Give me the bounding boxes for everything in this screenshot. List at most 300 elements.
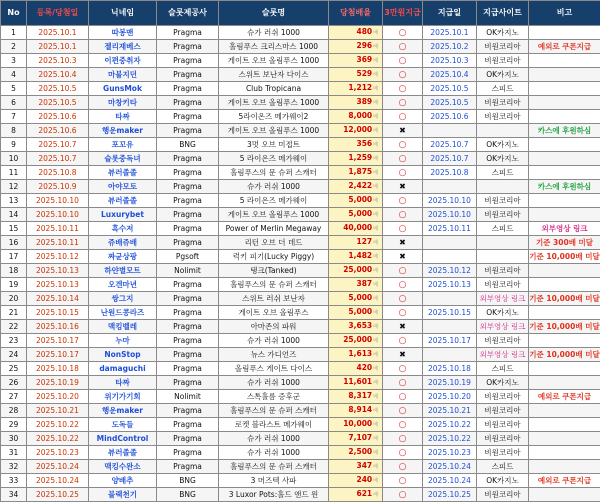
multiplier-value: 369 (357, 55, 373, 64)
cell-pay-date (423, 348, 477, 362)
cell-pay-site: OK카지노 (477, 68, 529, 82)
cell-note[interactable]: 외부영상 링크 (529, 222, 600, 236)
cell-note (529, 110, 600, 124)
cell-date: 2025.10.15 (27, 306, 89, 320)
cell-pay-date (423, 250, 477, 264)
paid-circle-icon: ○ (399, 308, 407, 318)
cell-multiplier (329, 320, 383, 334)
cell-pay-date: 2025.10.1 (423, 26, 477, 40)
cell-no: 1 (1, 26, 27, 40)
cell-date: 2025.10.6 (27, 124, 89, 138)
table-row[interactable] (1, 250, 600, 264)
cell-pay-date: 2025.10.7 (423, 138, 477, 152)
multiplier-value: 389 (357, 97, 373, 106)
cell-note (529, 26, 600, 40)
multiplier-suffix: 배 (373, 464, 378, 470)
cell-no: 20 (1, 292, 27, 306)
cell-slot: 슈가 러쉬 1000 (219, 26, 329, 40)
table-row[interactable] (1, 460, 600, 474)
cell-nickname: 도독들 (89, 418, 157, 432)
multiplier-suffix: 배 (373, 380, 378, 386)
paid-circle-icon: ○ (399, 490, 407, 500)
cell-no: 28 (1, 404, 27, 418)
cell-paid-status (383, 362, 423, 376)
multiplier-suffix: 배 (373, 408, 378, 414)
cell-pay-date: 2025.10.8 (423, 166, 477, 180)
cell-note (529, 432, 600, 446)
paid-circle-icon: ○ (399, 154, 407, 164)
cell-multiplier (329, 446, 383, 460)
cell-provider: Pragma (157, 110, 219, 124)
cell-no: 11 (1, 166, 27, 180)
multiplier-suffix: 배 (373, 352, 378, 358)
cell-paid-status (383, 460, 423, 474)
cell-slot: 게이트 오브 올림푸스 1000 (219, 124, 329, 138)
cell-date: 2025.10.13 (27, 278, 89, 292)
cell-pay-date: 2025.10.6 (423, 110, 477, 124)
cell-pay-date (423, 124, 477, 138)
cell-multiplier (329, 278, 383, 292)
cell-nickname: 흑수저 (89, 222, 157, 236)
cell-multiplier (329, 474, 383, 488)
cell-no: 29 (1, 418, 27, 432)
cell-multiplier (329, 488, 383, 502)
cell-paid-status (383, 306, 423, 320)
table-row[interactable] (1, 96, 600, 110)
unpaid-x-icon: ✖ (399, 126, 406, 135)
cell-paid-status (383, 180, 423, 194)
multiplier-value: 1,212 (348, 83, 372, 92)
table-row[interactable] (1, 278, 600, 292)
cell-nickname: damaguchi (89, 362, 157, 376)
cell-nickname: 맥킹수완소 (89, 460, 157, 474)
cell-pay-date: 2025.10.10 (423, 208, 477, 222)
table-row[interactable] (1, 110, 600, 124)
multiplier-suffix: 배 (373, 114, 378, 120)
paid-circle-icon: ○ (399, 98, 407, 108)
multiplier-suffix: 배 (373, 128, 378, 134)
multiplier-value: 5,000 (348, 195, 372, 204)
cell-date: 2025.10.14 (27, 292, 89, 306)
cell-date: 2025.10.17 (27, 348, 89, 362)
cell-multiplier (329, 334, 383, 348)
cell-note (529, 460, 600, 474)
cell-slot: 럭키 피기(Lucky Piggy) (219, 250, 329, 264)
cell-note (529, 404, 600, 418)
table-row[interactable] (1, 348, 600, 362)
cell-paid-status (383, 166, 423, 180)
table-row[interactable] (1, 432, 600, 446)
cell-nickname: 난원드콩라즈 (89, 306, 157, 320)
cell-provider: Pragma (157, 82, 219, 96)
multiplier-suffix: 배 (373, 142, 378, 148)
cell-note: 기준 300배 미달 (529, 236, 600, 250)
cell-pay-date: 2025.10.20 (423, 390, 477, 404)
cell-pay-site[interactable]: 외부영상 링크 (477, 320, 529, 334)
table-row[interactable] (1, 26, 600, 40)
cell-multiplier (329, 152, 383, 166)
table-row[interactable] (1, 362, 600, 376)
cell-date: 2025.10.24 (27, 474, 89, 488)
cell-pay-date (423, 180, 477, 194)
table-row[interactable] (1, 474, 600, 488)
multiplier-value: 2,422 (348, 181, 372, 190)
cell-note: 예외로 쿠폰지급 (529, 40, 600, 54)
cell-nickname: 아야모토 (89, 180, 157, 194)
cell-provider: Pragma (157, 208, 219, 222)
multiplier-suffix: 배 (373, 394, 378, 400)
cell-paid-status (383, 418, 423, 432)
cell-paid-status (383, 26, 423, 40)
cell-note (529, 82, 600, 96)
cell-paid-status (383, 404, 423, 418)
cell-nickname: 뷰러졸졸 (89, 166, 157, 180)
paid-circle-icon: ○ (399, 448, 407, 458)
table-row[interactable] (1, 306, 600, 320)
cell-note (529, 166, 600, 180)
cell-pay-date (423, 236, 477, 250)
cell-nickname: 짜균상팡 (89, 250, 157, 264)
multiplier-value: 25,000 (343, 265, 372, 274)
cell-pay-date: 2025.10.3 (423, 54, 477, 68)
cell-note (529, 306, 600, 320)
paid-circle-icon: ○ (399, 28, 407, 38)
cell-multiplier (329, 110, 383, 124)
multiplier-suffix: 배 (373, 72, 378, 78)
paid-circle-icon: ○ (399, 140, 407, 150)
table-row[interactable] (1, 222, 600, 236)
multiplier-value: 8,317 (348, 391, 372, 400)
multiplier-suffix: 배 (373, 478, 378, 484)
cell-provider: BNG (157, 488, 219, 502)
multiplier-value: 387 (357, 279, 373, 288)
cell-pay-site (477, 180, 529, 194)
cell-no: 4 (1, 68, 27, 82)
cell-multiplier (329, 180, 383, 194)
cell-pay-date: 2025.10.22 (423, 418, 477, 432)
cell-pay-date: 2025.10.25 (423, 488, 477, 502)
cell-note: 기준 10,000배 미달 (529, 292, 600, 306)
header-no[interactable]: No (1, 1, 27, 26)
cell-slot: 3멋 오브 미접트 (219, 138, 329, 152)
multiplier-suffix: 배 (373, 86, 378, 92)
cell-nickname: MindControl (89, 432, 157, 446)
cell-slot: 5 라이온즈 메가웨이 (219, 152, 329, 166)
cell-pay-site: 비원코리아 (477, 488, 529, 502)
cell-no: 30 (1, 432, 27, 446)
cell-pay-date: 2025.10.2 (423, 40, 477, 54)
header-slot[interactable]: 슬롯명 (219, 1, 329, 26)
cell-nickname: 슬롯중독녀 (89, 152, 157, 166)
cell-no: 26 (1, 376, 27, 390)
multiplier-suffix: 배 (373, 422, 378, 428)
cell-nickname: 오겐마년 (89, 278, 157, 292)
table-row[interactable] (1, 180, 600, 194)
cell-multiplier (329, 54, 383, 68)
multiplier-suffix: 배 (373, 44, 378, 50)
multiplier-value: 25,000 (343, 335, 372, 344)
cell-multiplier (329, 124, 383, 138)
multiplier-value: 420 (357, 363, 373, 372)
header-pay-site[interactable]: 지급사이트 (477, 1, 529, 26)
cell-slot: 슈가 러쉬 1000 (219, 334, 329, 348)
cell-nickname: 위기가기회 (89, 390, 157, 404)
cell-pay-date: 2025.10.22 (423, 432, 477, 446)
table-row[interactable] (1, 292, 600, 306)
cell-date: 2025.10.21 (27, 404, 89, 418)
multiplier-value: 10,000 (343, 419, 372, 428)
cell-pay-date: 2025.10.11 (423, 222, 477, 236)
multiplier-suffix: 배 (373, 282, 378, 288)
header-pay-date[interactable]: 지급일 (423, 1, 477, 26)
cell-date: 2025.10.11 (27, 222, 89, 236)
cell-note (529, 208, 600, 222)
cell-date: 2025.10.10 (27, 208, 89, 222)
multiplier-suffix: 배 (373, 366, 378, 372)
cell-date: 2025.10.7 (27, 152, 89, 166)
cell-paid-status (383, 54, 423, 68)
cell-pay-site: OK카지노 (477, 376, 529, 390)
multiplier-value: 296 (357, 41, 373, 50)
multiplier-value: 480 (357, 27, 373, 36)
cell-slot: 홀림푸스의 문 슈퍼 스캐터 (219, 278, 329, 292)
cell-pay-date: 2025.10.24 (423, 460, 477, 474)
cell-slot: 뉴스 가디언즈 (219, 348, 329, 362)
cell-multiplier (329, 82, 383, 96)
cell-provider: Pragma (157, 278, 219, 292)
cell-provider: Pragma (157, 348, 219, 362)
cell-multiplier (329, 264, 383, 278)
cell-date: 2025.10.4 (27, 68, 89, 82)
cell-paid-status (383, 264, 423, 278)
header-provider[interactable]: 슬롯제공사 (157, 1, 219, 26)
cell-no: 6 (1, 96, 27, 110)
cell-pay-site: OK카지노 (477, 474, 529, 488)
cell-provider: Pragma (157, 194, 219, 208)
paid-circle-icon: ○ (399, 406, 407, 416)
cell-provider: Pragma (157, 40, 219, 54)
cell-nickname: 뷰러졸졸 (89, 446, 157, 460)
multiplier-suffix: 배 (373, 100, 378, 106)
cell-date: 2025.10.12 (27, 250, 89, 264)
cell-nickname: 마창키타 (89, 96, 157, 110)
cell-no: 23 (1, 334, 27, 348)
multiplier-suffix: 배 (373, 156, 378, 162)
cell-date: 2025.10.20 (27, 390, 89, 404)
cell-date: 2025.10.10 (27, 194, 89, 208)
cell-no: 22 (1, 320, 27, 334)
cell-slot: 5라이온즈 메가웨이2 (219, 110, 329, 124)
cell-pay-site: 비원코리아 (477, 54, 529, 68)
table-row[interactable] (1, 334, 600, 348)
multiplier-suffix: 배 (373, 254, 378, 260)
multiplier-value: 5,000 (348, 209, 372, 218)
cell-date: 2025.10.25 (27, 488, 89, 502)
table-row[interactable] (1, 54, 600, 68)
cell-no: 12 (1, 180, 27, 194)
cell-nickname: Luxurybet (89, 208, 157, 222)
paid-circle-icon: ○ (399, 42, 407, 52)
cell-multiplier (329, 166, 383, 180)
cell-note: 기준 10,000배 미달 (529, 250, 600, 264)
cell-nickname: 뷰러졸졸 (89, 194, 157, 208)
table-row[interactable] (1, 194, 600, 208)
cell-no: 19 (1, 278, 27, 292)
paid-circle-icon: ○ (399, 434, 407, 444)
header-date[interactable]: 등록/당첨일 (27, 1, 89, 26)
cell-note: 기준 10,000배 미달 (529, 320, 600, 334)
table-row[interactable] (1, 320, 600, 334)
header-multiplier[interactable]: 당첨배율 (329, 1, 383, 26)
cell-pay-site: 스피드 (477, 362, 529, 376)
table-row[interactable] (1, 376, 600, 390)
table-row[interactable] (1, 446, 600, 460)
cell-no: 17 (1, 250, 27, 264)
cell-multiplier (329, 26, 383, 40)
cell-date: 2025.10.17 (27, 334, 89, 348)
paid-circle-icon: ○ (399, 224, 407, 234)
table-row[interactable] (1, 138, 600, 152)
cell-pay-site: 비원코리아 (477, 264, 529, 278)
cell-pay-site: 비원코리아 (477, 194, 529, 208)
cell-provider: Pragma (157, 320, 219, 334)
multiplier-suffix: 배 (373, 268, 378, 274)
multiplier-value: 347 (357, 461, 373, 470)
header-nickname[interactable]: 닉네임 (89, 1, 157, 26)
cell-pay-site (477, 124, 529, 138)
cell-provider: Pragma (157, 68, 219, 82)
cell-no: 15 (1, 222, 27, 236)
cell-multiplier (329, 250, 383, 264)
cell-note (529, 264, 600, 278)
cell-no: 14 (1, 208, 27, 222)
cell-provider: Pragma (157, 306, 219, 320)
cell-slot: 게이트 오브 올림푸스 1000 (219, 96, 329, 110)
cell-provider: Pragma (157, 404, 219, 418)
cell-paid-status (383, 278, 423, 292)
table-row[interactable] (1, 488, 600, 502)
table-row[interactable] (1, 166, 600, 180)
paid-circle-icon: ○ (399, 336, 407, 346)
cell-date: 2025.10.3 (27, 54, 89, 68)
cell-multiplier (329, 208, 383, 222)
cell-provider: Pragma (157, 418, 219, 432)
cell-no: 31 (1, 446, 27, 460)
cell-note (529, 54, 600, 68)
table-row[interactable] (1, 68, 600, 82)
cell-pay-date: 2025.10.13 (423, 278, 477, 292)
multiplier-value: 1,482 (348, 251, 372, 260)
cell-paid-status (383, 68, 423, 82)
cell-no: 9 (1, 138, 27, 152)
cell-provider: Pragma (157, 362, 219, 376)
cell-provider: Pragma (157, 236, 219, 250)
cell-note (529, 446, 600, 460)
cell-slot: 올림푸스 게이트 다이스 (219, 362, 329, 376)
cell-multiplier (329, 390, 383, 404)
multiplier-suffix: 배 (373, 212, 378, 218)
table-row[interactable] (1, 264, 600, 278)
cell-provider: Pragma (157, 376, 219, 390)
unpaid-x-icon: ✖ (399, 238, 406, 247)
multiplier-value: 8,000 (348, 111, 372, 120)
cell-pay-site[interactable]: 외부영상 링크 (477, 292, 529, 306)
multiplier-suffix: 배 (373, 198, 378, 204)
header-note[interactable]: 비고 (529, 1, 600, 26)
cell-slot: 슈가 러쉬 1000 (219, 180, 329, 194)
paid-circle-icon: ○ (399, 392, 407, 402)
multiplier-value: 12,000 (343, 125, 372, 134)
multiplier-value: 529 (357, 69, 373, 78)
cell-note (529, 152, 600, 166)
cell-nickname: 타짜 (89, 110, 157, 124)
multiplier-value: 240 (357, 475, 373, 484)
cell-slot: 게이트 오브 올림푸스 (219, 306, 329, 320)
cell-pay-site: OK카지노 (477, 152, 529, 166)
cell-multiplier (329, 194, 383, 208)
paid-circle-icon: ○ (399, 210, 407, 220)
table-row[interactable] (1, 124, 600, 138)
cell-multiplier (329, 236, 383, 250)
cell-date: 2025.10.8 (27, 166, 89, 180)
multiplier-value: 5,000 (348, 307, 372, 316)
cell-nickname: NonStop (89, 348, 157, 362)
cell-slot: 홀림푸스의 문 슈퍼 스캐터 (219, 166, 329, 180)
table-row[interactable] (1, 404, 600, 418)
table-row[interactable] (1, 152, 600, 166)
cell-no: 21 (1, 306, 27, 320)
cell-paid-status (383, 138, 423, 152)
cell-pay-date: 2025.10.24 (423, 474, 477, 488)
cell-provider: Pragma (157, 152, 219, 166)
cell-no: 8 (1, 124, 27, 138)
cell-note (529, 376, 600, 390)
cell-note: 카스에 후원하심 (529, 180, 600, 194)
cell-slot: 3 머즈텍 사파 (219, 474, 329, 488)
paid-circle-icon: ○ (399, 294, 407, 304)
cell-no: 33 (1, 474, 27, 488)
unpaid-x-icon: ✖ (399, 252, 406, 261)
multiplier-value: 127 (357, 237, 373, 246)
cell-pay-date: 2025.10.18 (423, 362, 477, 376)
cell-multiplier (329, 348, 383, 362)
cell-provider: Nolimit (157, 264, 219, 278)
cell-no: 34 (1, 488, 27, 502)
cell-pay-site (477, 236, 529, 250)
table-row[interactable] (1, 236, 600, 250)
cell-provider: Pragma (157, 180, 219, 194)
cell-date: 2025.10.16 (27, 320, 89, 334)
multiplier-suffix: 배 (373, 324, 378, 330)
cell-paid-status (383, 446, 423, 460)
cell-note: 기준 10,000배 미달 (529, 348, 600, 362)
table-row[interactable] (1, 390, 600, 404)
table-row[interactable] (1, 82, 600, 96)
cell-pay-date: 2025.10.5 (423, 82, 477, 96)
table-row[interactable] (1, 40, 600, 54)
table-row[interactable] (1, 208, 600, 222)
multiplier-value: 1,875 (348, 167, 372, 176)
cell-pay-site: OK카지노 (477, 26, 529, 40)
cell-paid-status (383, 376, 423, 390)
header-paid[interactable]: 3만원지급 (383, 1, 423, 26)
cell-paid-status (383, 124, 423, 138)
cell-multiplier (329, 376, 383, 390)
cell-provider: BNG (157, 138, 219, 152)
table-row[interactable] (1, 418, 600, 432)
cell-nickname: GunsMok (89, 82, 157, 96)
cell-pay-site[interactable]: 외부영상 링크 (477, 348, 529, 362)
